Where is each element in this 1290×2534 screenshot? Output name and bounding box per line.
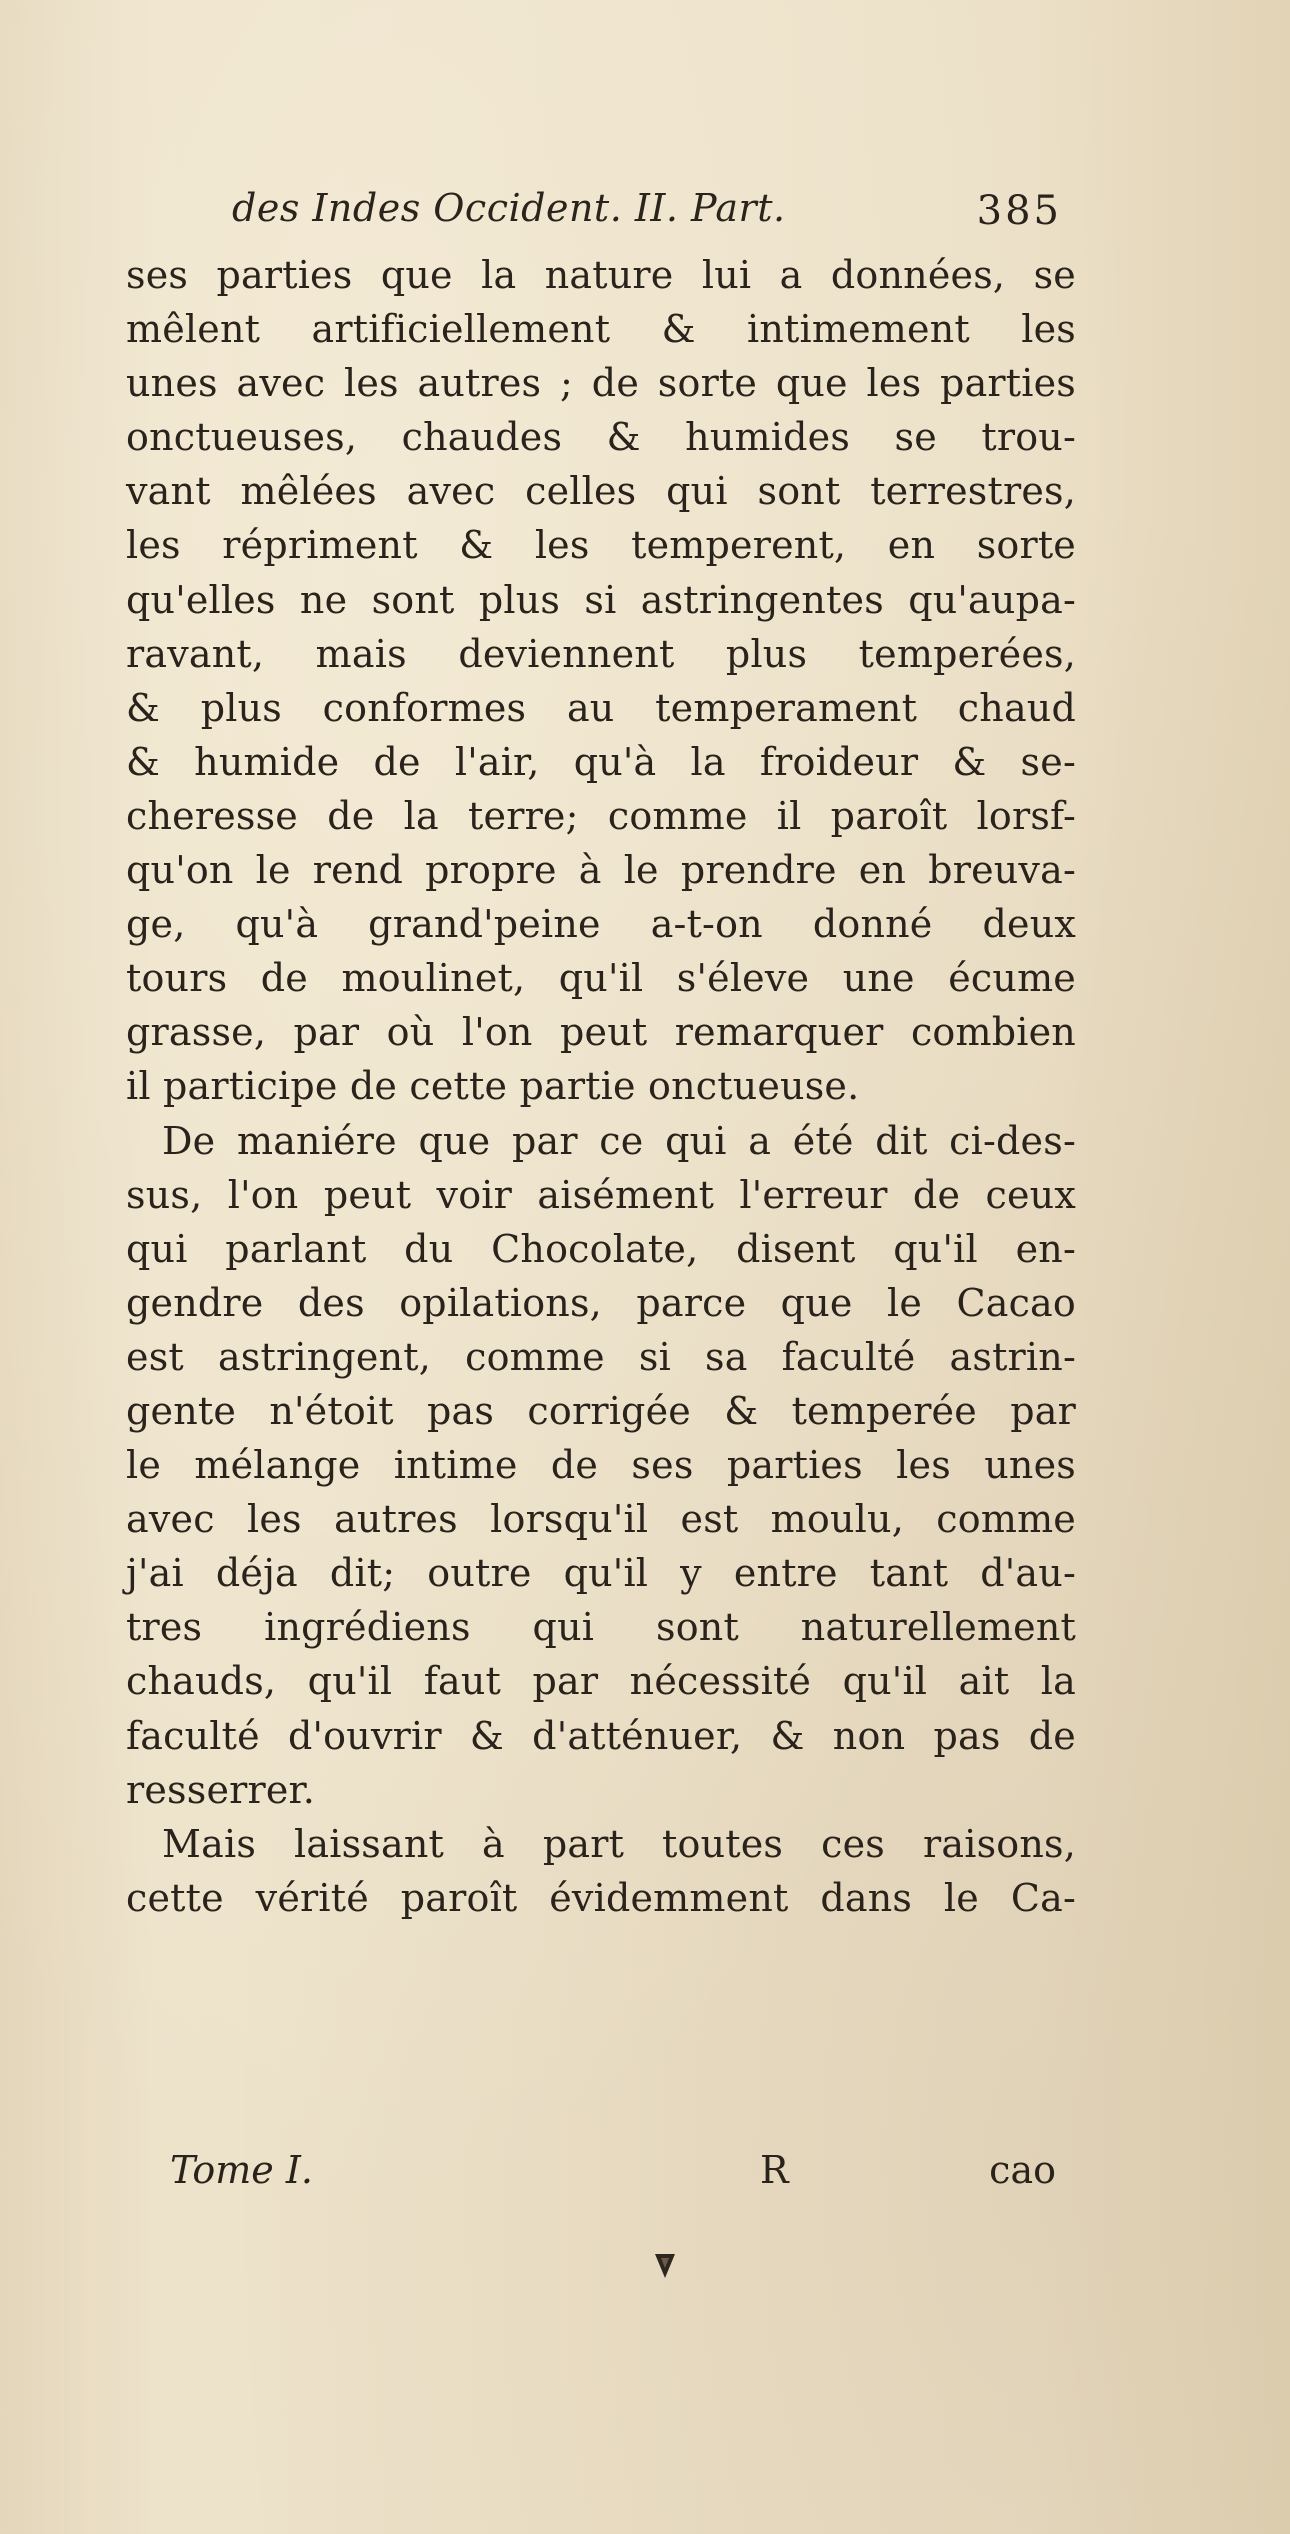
text-line: resserrer. [126, 1767, 316, 1812]
printer-ornament-icon [653, 2252, 677, 2280]
text-line: qu'elles ne sont plus si astringentes qu'aupa- [126, 577, 1076, 622]
text-line: tres ingrédiens qui sont naturellement [126, 1605, 1076, 1650]
text-line: qui parlant du Chocolate, disent qu'il en- [126, 1226, 1076, 1271]
text-line: le mélange intime de ses parties les unes [126, 1443, 1076, 1488]
text-line: unes avec les autres ; de sorte que les parties [126, 361, 1076, 406]
page-number: 385 [976, 188, 1062, 234]
body-text [126, 248, 1076, 1925]
catchword: cao [989, 2148, 1056, 2192]
text-line: tours de moulinet, qu'il s'éleve une écume [126, 956, 1076, 1001]
signature-mark: R [760, 2148, 789, 2192]
text-line: gendre des opilations, parce que le Cacao [126, 1280, 1076, 1325]
text-line: sus, l'on peut voir aisément l'erreur de ceux [126, 1172, 1076, 1217]
text-line: cette vérité paroît évidemment dans le Ca- [126, 1875, 1076, 1920]
page-header [232, 186, 1062, 246]
text-line: grasse, par où l'on peut remarquer combien [126, 1010, 1076, 1055]
page-footer [170, 2148, 1070, 2198]
text-line: cheresse de la terre; comme il paroît lorsf- [126, 793, 1076, 838]
text-line: faculté d'ouvrir & d'atténuer, & non pas de [126, 1713, 1076, 1758]
text-line: & plus conformes au temperament chaud [126, 685, 1076, 730]
text-line: Mais laissant à part toutes ces raisons, [162, 1821, 1076, 1866]
text-line: gente n'étoit pas corrigée & temperée par [126, 1388, 1076, 1433]
text-line: ses parties que la nature lui a données, se [126, 253, 1076, 297]
text-line: qu'on le rend propre à le prendre en breuva- [126, 848, 1076, 893]
text-line: les répriment & les temperent, en sorte [126, 523, 1076, 568]
text-line: j'ai déja dit; outre qu'il y entre tant d'au- [126, 1551, 1076, 1596]
running-head: des Indes Occident. II. Part. [232, 186, 786, 230]
text-line: ravant, mais deviennent plus temperées, [126, 631, 1076, 676]
text-line: & humide de l'air, qu'à la froideur & se- [126, 739, 1076, 784]
text-line: il participe de cette partie onctueuse. [126, 1064, 860, 1109]
signature-volume: Tome I. [170, 2148, 313, 2192]
text-line: ge, qu'à grand'peine a-t-on donné deux [126, 902, 1076, 947]
text-line: chauds, qu'il faut par nécessité qu'il ait la [126, 1659, 1076, 1704]
text-line: De maniére que par ce qui a été dit ci-des- [162, 1118, 1076, 1163]
text-line: onctueuses, chaudes & humides se trou- [126, 415, 1076, 460]
text-line: avec les autres lorsqu'il est moulu, comme [126, 1497, 1076, 1542]
text-line: mêlent artificiellement & intimement les [126, 307, 1076, 352]
text-line: est astringent, comme si sa faculté astrin- [126, 1334, 1076, 1379]
text-line: vant mêlées avec celles qui sont terrestres, [126, 469, 1076, 514]
